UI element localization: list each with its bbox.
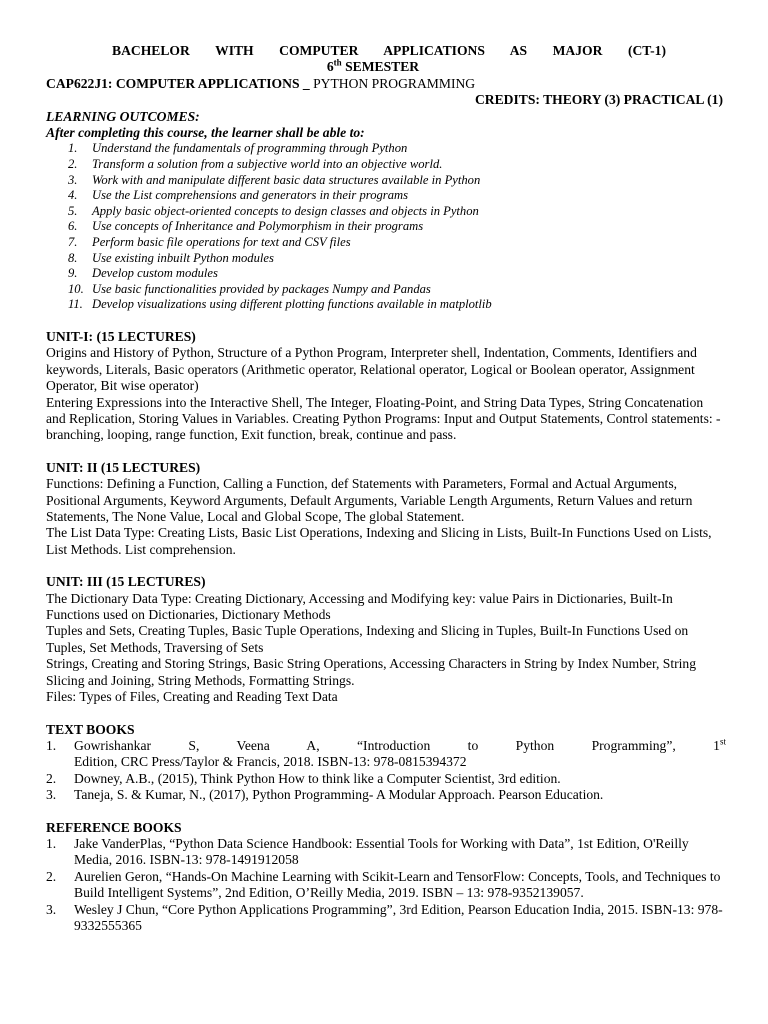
item-text: Use existing inbuilt Python modules bbox=[92, 250, 274, 265]
book-line: Edition, CRC Press/Taylor & Francis, 2018. ISBN-13: 978-0815394372 bbox=[74, 754, 467, 770]
list-item bbox=[46, 173, 726, 189]
item-text: Use the List comprehensions and generators in their programs bbox=[92, 188, 408, 203]
title-word: COMPUTER bbox=[279, 43, 359, 58]
item-text: Transform a solution from a subjective world into an objective world. bbox=[92, 157, 443, 172]
item-number: 2. bbox=[68, 157, 78, 172]
unit-paragraph: Tuples and Sets, Creating Tuples, Basic Tuple Operations, Indexing and Slicing in Tuples, Built-In Functions Used on Tuples, Set Methods, Traversing of Sets bbox=[46, 623, 689, 655]
list-item bbox=[46, 204, 726, 220]
list-item bbox=[46, 836, 726, 869]
item-number: 1. bbox=[46, 737, 57, 753]
item-text: Use basic functionalities provided by packages Numpy and Pandas bbox=[92, 281, 431, 296]
list-item bbox=[46, 869, 726, 902]
item-text: Perform basic file operations for text and CSV files bbox=[92, 235, 351, 249]
syllabus-document bbox=[46, 43, 726, 934]
course-code: CAP622J1: COMPUTER APPLICATIONS _ bbox=[46, 75, 310, 91]
item-number: 3. bbox=[46, 787, 57, 803]
book-text: Downey, A.B., (2015), Think Python How to think like a Computer Scientist, 3rd edition. bbox=[74, 770, 561, 786]
item-number: 2. bbox=[46, 770, 57, 786]
item-number: 2. bbox=[46, 868, 57, 884]
course-line bbox=[46, 76, 726, 92]
item-number: 11. bbox=[68, 297, 83, 312]
book-text: Gowrishankar S, Veena A, “Introduction to Python Programming”, 1 bbox=[74, 737, 720, 753]
semester-suffix: th bbox=[333, 57, 342, 68]
credits-line: CREDITS: THEORY (3) PRACTICAL (1) bbox=[474, 92, 723, 108]
item-number: 9. bbox=[68, 266, 78, 281]
item-number: 3. bbox=[68, 172, 78, 187]
item-number: 6. bbox=[68, 219, 78, 234]
item-text: Develop visualizations using different plotting functions available in matplotlib bbox=[92, 297, 492, 312]
item-number: 5. bbox=[68, 203, 78, 218]
item-number: 7. bbox=[68, 235, 78, 249]
item-text: Develop custom modules bbox=[92, 266, 218, 281]
text-books-section bbox=[46, 722, 726, 804]
edition-suffix: st bbox=[719, 736, 726, 747]
item-number: 10. bbox=[68, 281, 84, 296]
item-number: 1. bbox=[46, 835, 57, 851]
list-item bbox=[46, 141, 726, 157]
list-item bbox=[46, 157, 726, 173]
book-text: Taneja, S. & Kumar, N., (2017), Python Programming- A Modular Approach. Pearson Education. bbox=[74, 787, 604, 803]
list-item bbox=[46, 266, 726, 282]
learning-outcomes-heading: LEARNING OUTCOMES: bbox=[46, 108, 200, 124]
title-word: MAJOR bbox=[552, 43, 603, 58]
item-text: Understand the fundamentals of programming through Python bbox=[92, 141, 408, 156]
unit-3-section bbox=[46, 574, 726, 705]
list-item bbox=[46, 738, 726, 771]
list-item bbox=[46, 787, 726, 803]
program-title bbox=[46, 43, 726, 59]
learning-outcomes-list bbox=[46, 141, 726, 313]
unit-title: UNIT: II (15 LECTURES) bbox=[46, 459, 201, 475]
book-text: Aurelien Geron, “Hands-On Machine Learning with Scikit-Learn and TensorFlow: Concepts, Tools, and Techniques to Build Intelligent Systems”, 2nd Edition, O’Reilly Media, 2019. ISBN – 13: 978-9352139057. bbox=[74, 868, 721, 901]
item-number: 8. bbox=[68, 250, 78, 265]
list-item bbox=[46, 297, 726, 313]
item-text: Apply basic object-oriented concepts to design classes and objects in Python bbox=[92, 203, 479, 218]
unit-paragraph: Entering Expressions into the Interactive Shell, The Integer, Floating-Point, and String Data Types, String Concatenation and Replication, Storing Values in Variables. Creating Python Programs: Input and Output Statements, Control statements: -branching, looping, range function, Exit function, break, continue and pass. bbox=[46, 394, 721, 443]
unit-paragraph: Functions: Defining a Function, Calling a Function, def Statements with Parameters, Formal and Actual Arguments, Positional Arguments, Keyword Arguments, Default Arguments, Variable Length Arguments, Return Values and return Statements, The None Value, Local and Global Scope, The global Statement. bbox=[46, 476, 693, 525]
list-item bbox=[46, 282, 726, 298]
item-text: Use concepts of Inheritance and Polymorphism in their programs bbox=[92, 219, 424, 234]
semester-heading bbox=[46, 59, 726, 75]
unit-title: UNIT-I: (15 LECTURES) bbox=[46, 328, 196, 344]
book-text: Jake VanderPlas, “Python Data Science Handbook: Essential Tools for Working with Data”, 1st Edition, O'Reilly Media, 2016. ISBN-13: 978-1491912058 bbox=[74, 835, 689, 868]
book-entry bbox=[74, 738, 726, 771]
reference-books-section bbox=[46, 820, 726, 935]
list-item bbox=[46, 219, 726, 235]
book-line bbox=[74, 738, 726, 754]
list-item bbox=[46, 902, 726, 935]
unit-title: UNIT: III (15 LECTURES) bbox=[46, 574, 206, 590]
list-item bbox=[46, 771, 726, 787]
item-number: 3. bbox=[46, 901, 57, 917]
book-text: Wesley J Chun, “Core Python Applications Programming”, 3rd Edition, Pearson Education India, 2015. ISBN-13: 978-9332555365 bbox=[74, 901, 723, 933]
title-word: AS bbox=[509, 43, 528, 58]
unit-paragraph: The List Data Type: Creating Lists, Basic List Operations, Indexing and Slicing in Lists, Built-In Functions Used on Lists, List Methods. List comprehension. bbox=[46, 525, 712, 557]
item-number: 1. bbox=[68, 141, 78, 156]
course-name: PYTHON PROGRAMMING bbox=[313, 75, 476, 91]
item-text: Work with and manipulate different basic data structures available in Python bbox=[92, 172, 481, 187]
reference-books-heading: REFERENCE BOOKS bbox=[46, 819, 182, 835]
list-item bbox=[46, 188, 726, 204]
item-number: 4. bbox=[68, 188, 78, 203]
list-item bbox=[46, 235, 726, 251]
title-word: APPLICATIONS bbox=[383, 43, 485, 58]
learning-outcomes-intro: After completing this course, the learner shall be able to: bbox=[46, 125, 365, 141]
title-word: (CT-1) bbox=[627, 43, 666, 58]
semester-label: SEMESTER bbox=[345, 59, 420, 75]
title-word: WITH bbox=[215, 43, 254, 58]
text-books-heading: TEXT BOOKS bbox=[46, 721, 135, 737]
unit-paragraph: Files: Types of Files, Creating and Reading Text Data bbox=[46, 689, 338, 705]
semester-number: 6 bbox=[326, 59, 334, 75]
unit-1-section bbox=[46, 329, 726, 444]
list-item bbox=[46, 251, 726, 267]
unit-paragraph: Origins and History of Python, Structure of a Python Program, Interpreter shell, Indentation, Comments, Identifiers and keywords, Literals, Basic operators (Arithmetic operator, Relational operator, Logical or Boolean operator, Assignment Operator, Bit wise operator) bbox=[46, 345, 697, 394]
unit-2-section bbox=[46, 460, 726, 558]
title-word: BACHELOR bbox=[112, 43, 190, 58]
unit-paragraph: Strings, Creating and Storing Strings, Basic String Operations, Accessing Characters in String by Index Number, String Slicing and Joining, String Methods, Formatting Strings. bbox=[46, 656, 696, 688]
unit-paragraph: The Dictionary Data Type: Creating Dictionary, Accessing and Modifying key: value Pairs in Dictionaries, Built-In Functions used on Dictionaries, Dictionary Methods bbox=[46, 590, 673, 623]
